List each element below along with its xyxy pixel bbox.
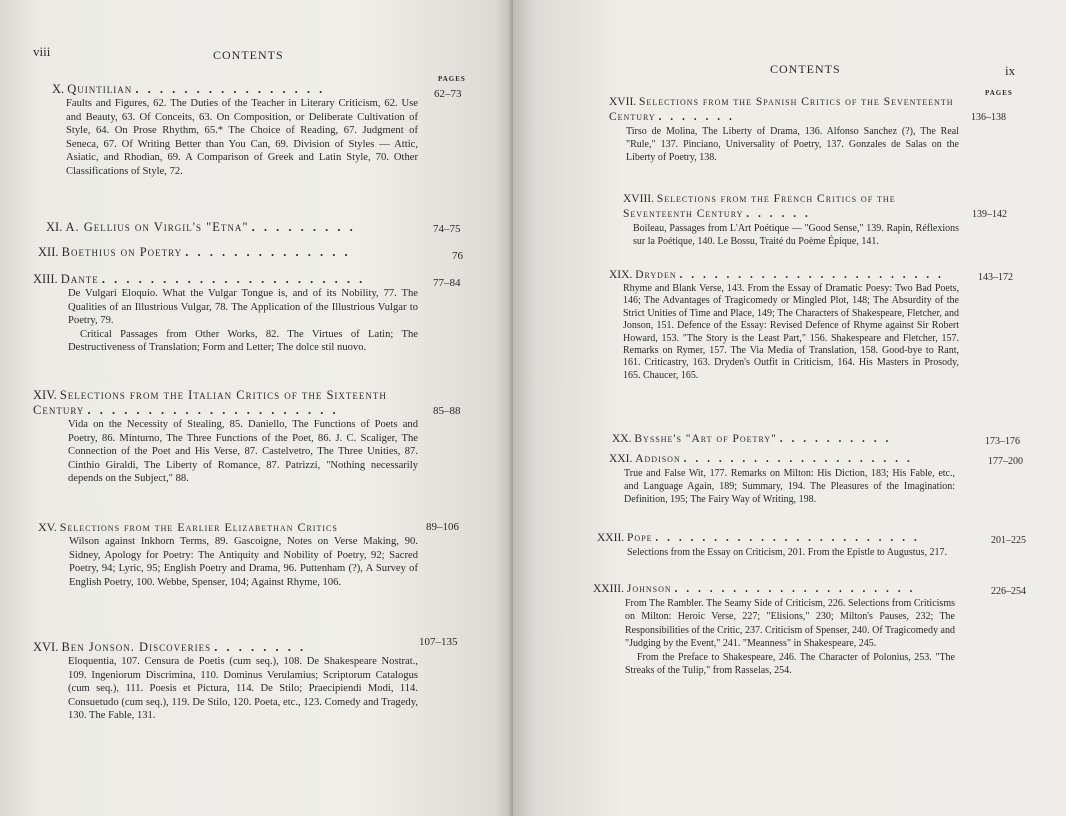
entry-body-paragraph: Wilson against Inkhorn Terms, 89. Gascoigne, Notes on Verse Making, 90. Sidney, Apology for Poetry: The Antiquity and Nobility of Poetry, 92; Sacred Poetry, 94; Lyric, 95; English Poetry and Drama, 96. Puttenham (?), A Survey of English Poetry, 100. Webbe, Spenser, 104; Against Rhyme, 106. — [69, 536, 418, 588]
entry-number: XX. — [612, 433, 632, 445]
entry-heading — [609, 95, 959, 125]
entry-body-paragraph: Vida on the Necessity of Stealing, 85. Daniello, The Functions of Poets and Poetry, 86. Minturno, The Three Functions of the Poet, 86. J. C. Scaliger, The Connection of the Poet and His Verse, 87. Castelvetro, The Three Unities, 87. Cinthio Giraldi, The Liberty of Romance, 87. Patrizzi, "Nothing necessarily depends on the Subject," 88. — [68, 419, 418, 485]
page-range: 107–135 — [419, 636, 458, 648]
entry-body — [609, 467, 955, 506]
entry-heading — [593, 582, 955, 597]
entry-title: Bysshe's "Art of Poetry" — [634, 433, 777, 445]
entry-body-paragraph: Boileau, Passages from L'Art Poétique — "Good Sense," 139. Rapin, Réflexions sur la Poétique, 140. Le Bossu, Traité du Poème Épique, 141. — [633, 223, 959, 247]
entry-heading — [38, 245, 418, 260]
page-range: 62–73 — [434, 88, 462, 100]
leader-dots: . . . . . . . . . . . . . . . . . . . . . . . — [679, 269, 944, 281]
entry-heading — [33, 640, 418, 655]
entry-heading — [609, 268, 959, 283]
page-range: 177–200 — [988, 456, 1023, 467]
left-page — [0, 0, 515, 816]
toc-entry — [609, 95, 959, 164]
toc-entry — [33, 388, 418, 486]
entry-number: XV. — [38, 520, 57, 534]
entry-body-paragraph: Faults and Figures, 62. The Duties of the Teacher in Literary Criticism, 62. Use and Beauty, 63. Of Conceits, 63. On Composition, or Deliberate Cultivation of Style, 64. On Prose Rhythm, 65.* The Choice of Reading, 67. Judgment of Seneca, 67. Of Writing Better than You Can, 69. Division of Styles — Attic, Asiatic, and Rhodian, 69. A Comparison of Greek and Latin Style, 70. Other Classifications of Style, 72. — [66, 98, 418, 177]
leader-dots: . . . . . . . . . — [251, 220, 356, 234]
entry-title: Dryden — [635, 269, 677, 281]
entry-body — [33, 287, 418, 355]
entry-title: Selections from the French Critics of the Seventeenth Century — [623, 193, 896, 220]
entry-body — [593, 597, 955, 677]
toc-entry — [46, 220, 418, 235]
entry-title: A. Gellius on Virgil's "Etna" — [65, 220, 249, 234]
entry-body-paragraph: Eloquentia, 107. Censura de Poetis (cum seq.), 108. De Shakespeare Nostrat., 109. Ingeniorum Discrimina, 110. Dominus Verulamius; Scriptorum Catalogus (cum seq.), 111. Poesis et Pictura, 114. De Stilo; Praecipiendi Modi, 114. Consuetudo (cum seq.), 119. De Stilo, 120. Poeta, etc., 123. Comedy and Tragedy, 130. The Fable, 131. — [68, 656, 418, 722]
entry-heading — [623, 192, 959, 222]
entry-title: Ben Jonson. Discoveries — [61, 640, 212, 654]
entry-title: Boethius on Poetry — [61, 245, 183, 259]
page-range: 76 — [452, 250, 463, 262]
page-range: 226–254 — [991, 586, 1026, 597]
entry-number: XIX. — [609, 269, 633, 281]
page-range: 136–138 — [971, 112, 1006, 123]
entry-body — [38, 535, 418, 589]
page-range: 173–176 — [985, 436, 1020, 447]
entry-body-paragraph: From The Rambler. The Seamy Side of Criticism, 226. Selections from Criticisms on Milton: Heroic Verse, 227; "Elisions," 230; Milton's Pauses, 232; The Responsibilities of the Critic, 237. Criticism of Spenser, 240. Of Tragicomedy and "Judging by the Event," 241. "Meanness" in Shakespeare, 245. — [625, 598, 955, 650]
leader-dots: . . . . . . — [746, 208, 811, 220]
entry-number: XIII. — [33, 272, 58, 286]
right-page — [513, 0, 1066, 816]
entry-title: Johnson — [626, 583, 672, 595]
entry-heading — [38, 520, 418, 535]
left-pages-heading: PAGES — [438, 75, 466, 83]
right-running-head: CONTENTS — [770, 62, 841, 76]
toc-entry — [38, 245, 418, 260]
entry-body — [609, 283, 959, 382]
right-folio: ix — [1005, 63, 1016, 78]
page-range: 201–225 — [991, 535, 1026, 546]
entry-body-paragraph: From the Preface to Shakespeare, 246. The Character of Polonius, 253. "The Streaks of the Tulip," from Rasselas, 254. — [625, 651, 955, 677]
leader-dots: . . . . . . . . . . . . . . . . . . . . — [683, 453, 913, 465]
entry-number: XVIII. — [623, 193, 654, 205]
leader-dots: . . . . . . . . . . . . . . . . . . . . . . . — [655, 532, 920, 544]
entry-number: XXI. — [609, 453, 633, 465]
leader-dots: . . . . . . . . . . . . . . . . . . . . . — [87, 403, 339, 417]
entry-body-paragraph: Critical Passages from Other Works, 82. The Virtues of Latin; The Destructiveness of Translation; Form and Letter; The dolce stil nuovo. — [68, 328, 418, 354]
leader-dots: . . . . . . . . . . — [779, 433, 892, 445]
left-folio: viii — [33, 44, 51, 59]
entry-title: Addison — [635, 453, 681, 465]
entry-title: Selections from the Earlier Elizabethan Critics — [59, 520, 338, 534]
leader-dots: . . . . . . . — [658, 111, 735, 123]
entry-title: Selections from the Spanish Critics of the Seventeenth Century — [609, 96, 954, 123]
toc-entry — [623, 192, 959, 248]
entry-body — [609, 125, 959, 164]
toc-entry — [597, 531, 955, 559]
entry-number: X. — [52, 82, 65, 96]
entry-body — [623, 222, 959, 248]
entry-body — [597, 546, 955, 559]
entry-body-paragraph: De Vulgari Eloquio. What the Vulgar Tongue is, and of its Nobility, 77. The Qualities of an Illustrious Vulgar, 78. The Application of the Illustrious Vulgar to Poetry, 79. — [68, 288, 418, 327]
leader-dots: . . . . . . . . . . . . . . . . — [135, 82, 326, 96]
toc-entry — [593, 582, 955, 677]
toc-entry — [612, 432, 957, 447]
leader-dots: . . . . . . . . . . . . . . . . . . . . . . — [101, 272, 366, 286]
page-range: 89–106 — [426, 521, 459, 533]
toc-entry — [33, 272, 418, 355]
entry-body — [33, 418, 418, 486]
entry-number: XI. — [46, 220, 63, 234]
toc-entry — [52, 82, 418, 179]
page-range: 77–84 — [433, 277, 461, 289]
toc-entry — [609, 268, 959, 382]
entry-heading — [33, 272, 418, 287]
entry-number: XII. — [38, 245, 59, 259]
entry-body — [33, 655, 418, 723]
page-range: 139–142 — [972, 209, 1007, 220]
page-range: 143–172 — [978, 272, 1013, 283]
entry-body-paragraph: Tirso de Molina, The Liberty of Drama, 136. Alfonso Sanchez (?), The Real "Rule," 137. Pinciano, Universality of Poetry, 137. Gonzales de Salas on the Liberty of Poetry, 138. — [626, 126, 959, 163]
entry-body-paragraph: True and False Wit, 177. Remarks on Milton: His Diction, 183; His Fable, etc., and Language Again, 189; Summary, 194. The Pleasures of the Imagination: Definition, 195; The Fairy Way of Writing, 198. — [624, 468, 955, 505]
entry-title: Selections from the Italian Critics of the Sixteenth Century — [33, 388, 387, 417]
page-range: 74–75 — [433, 223, 461, 235]
entry-title: Dante — [60, 272, 99, 286]
entry-body-paragraph: Rhyme and Blank Verse, 143. From the Essay of Dramatic Poesy: Two Bad Poets, 146; The Advantages of Tragicomedy or Mingled Plot, 148; The Absurdity of the Strict Unities of Time and Place, 149; The Characters of Shakespeare, Fletcher, and Jonson, 151. Defence of the Essay: Revised Defence of Rhyme against Sir Robert Howard, 153. "The Story is the Least Part," 156. Shakespeare and Fletcher, 157. Remarks on Rymer, 157. The Via Media of Translation, 158. Good-bye to Rant, 161. Criticastry, 163. Dryden's Outfit in Criticism, 164. His Masters in Prosody, 165. Chaucer, 165. — [623, 283, 959, 381]
toc-entry — [609, 452, 955, 506]
entry-heading — [33, 388, 418, 418]
entry-heading — [612, 432, 957, 447]
entry-number: XVI. — [33, 640, 59, 654]
entry-number: XXIII. — [593, 583, 624, 595]
entry-heading — [52, 82, 418, 97]
toc-entry — [38, 520, 418, 589]
leader-dots: . . . . . . . . — [214, 640, 307, 654]
entry-heading — [609, 452, 955, 467]
entry-heading — [597, 531, 955, 546]
entry-body — [52, 97, 418, 179]
leader-dots: . . . . . . . . . . . . . . — [185, 245, 351, 259]
entry-number: XIV. — [33, 388, 57, 402]
entry-number: XXII. — [597, 532, 625, 544]
toc-entry — [33, 640, 418, 723]
page-range: 85–88 — [433, 405, 461, 417]
entry-title: Pope — [627, 532, 653, 544]
leader-dots: . . . . . . . . . . . . . . . . . . . . . — [674, 583, 916, 595]
left-running-head: CONTENTS — [213, 48, 284, 62]
entry-body-paragraph: Selections from the Essay on Criticism, 201. From the Epistle to Augustus, 217. — [627, 547, 947, 558]
entry-number: XVII. — [609, 96, 637, 108]
entry-heading — [46, 220, 418, 235]
entry-title: Quintilian — [67, 82, 133, 96]
right-pages-heading: PAGES — [985, 89, 1013, 97]
